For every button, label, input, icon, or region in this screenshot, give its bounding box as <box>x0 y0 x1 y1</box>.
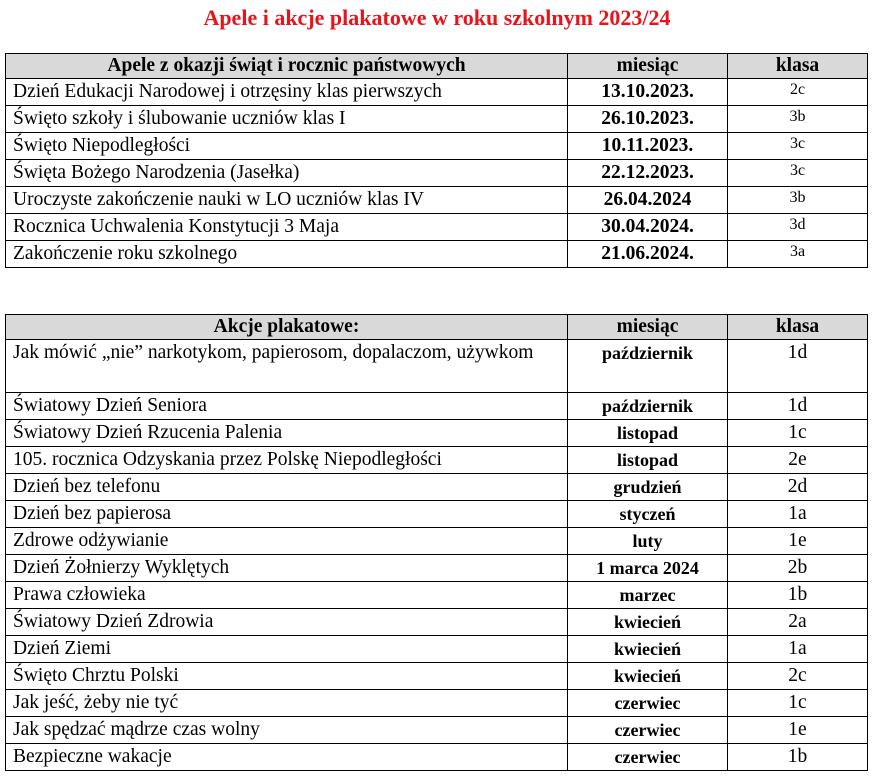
akcje-cell-name: Dzień Żołnierzy Wyklętych <box>6 555 568 582</box>
akcje-cell-name: Światowy Dzień Seniora <box>6 393 568 420</box>
akcje-cell-month: kwiecień <box>568 609 728 636</box>
table-row <box>6 79 868 106</box>
akcje-cell-klasa: 1e <box>728 528 868 555</box>
akcje-cell-klasa: 2e <box>728 447 868 474</box>
table-row <box>6 106 868 133</box>
akcje-cell-klasa: 2b <box>728 555 868 582</box>
table-row <box>6 717 868 744</box>
apele-cell-name: Święta Bożego Narodzenia (Jasełka) <box>6 160 568 187</box>
akcje-cell-klasa: 1a <box>728 501 868 528</box>
table-row <box>6 241 868 268</box>
table-row <box>6 214 868 241</box>
akcje-cell-klasa: 1d <box>728 393 868 420</box>
apele-cell-name: Uroczyste zakończenie nauki w LO uczniów klas IV <box>6 187 568 214</box>
table-row <box>6 582 868 609</box>
akcje-cell-name: Dzień Ziemi <box>6 636 568 663</box>
akcje-cell-month: listopad <box>568 420 728 447</box>
apele-header-row <box>6 54 868 79</box>
apele-cell-klasa: 3b <box>728 106 868 133</box>
apele-cell-klasa: 3a <box>728 241 868 268</box>
apele-cell-month: 26.04.2024 <box>568 187 728 214</box>
table-row <box>6 447 868 474</box>
akcje-cell-name: Światowy Dzień Zdrowia <box>6 609 568 636</box>
apele-cell-month: 10.11.2023. <box>568 133 728 160</box>
akcje-cell-klasa: 1d <box>728 340 868 393</box>
akcje-cell-klasa: 1c <box>728 690 868 717</box>
akcje-cell-klasa: 1c <box>728 420 868 447</box>
document-title: Apele i akcje plakatowe w roku szkolnym 2023/24 <box>203 5 671 30</box>
akcje-cell-klasa: 1a <box>728 636 868 663</box>
akcje-cell-klasa: 2a <box>728 609 868 636</box>
table-row <box>6 528 868 555</box>
apele-cell-month: 30.04.2024. <box>568 214 728 241</box>
akcje-cell-name: Jak mówić „nie” narkotykom, papierosom, dopalaczom, używkom <box>6 340 568 393</box>
akcje-cell-month: listopad <box>568 447 728 474</box>
apele-header-klasa: klasa <box>728 54 868 79</box>
akcje-cell-name: Zdrowe odżywianie <box>6 528 568 555</box>
akcje-cell-name: Jak spędzać mądrze czas wolny <box>6 717 568 744</box>
akcje-cell-klasa: 2d <box>728 474 868 501</box>
akcje-cell-month: luty <box>568 528 728 555</box>
akcje-cell-name: Jak jeść, żeby nie tyć <box>6 690 568 717</box>
akcje-cell-klasa: 1b <box>728 582 868 609</box>
apele-cell-klasa: 2c <box>728 79 868 106</box>
akcje-cell-month: marzec <box>568 582 728 609</box>
akcje-header-name: Akcje plakatowe: <box>6 315 568 340</box>
akcje-cell-klasa: 1e <box>728 717 868 744</box>
apele-cell-klasa: 3d <box>728 214 868 241</box>
akcje-cell-month: styczeń <box>568 501 728 528</box>
table-row <box>6 160 868 187</box>
apele-cell-name: Dzień Edukacji Narodowej i otrzęsiny klas pierwszych <box>6 79 568 106</box>
akcje-header-row <box>6 315 868 340</box>
akcje-header-month: miesiąc <box>568 315 728 340</box>
apele-header-name: Apele z okazji świąt i rocznic państwowych <box>6 54 568 79</box>
apele-cell-month: 21.06.2024. <box>568 241 728 268</box>
apele-cell-name: Zakończenie roku szkolnego <box>6 241 568 268</box>
apele-cell-month: 22.12.2023. <box>568 160 728 187</box>
apele-cell-name: Święto Niepodległości <box>6 133 568 160</box>
akcje-cell-name: Dzień bez papierosa <box>6 501 568 528</box>
akcje-cell-month: czerwiec <box>568 717 728 744</box>
apele-cell-month: 26.10.2023. <box>568 106 728 133</box>
apele-header-month: miesiąc <box>568 54 728 79</box>
table-row <box>6 555 868 582</box>
akcje-cell-month: czerwiec <box>568 690 728 717</box>
apele-table <box>5 53 868 268</box>
table-row <box>6 663 868 690</box>
table-row <box>6 636 868 663</box>
akcje-cell-name: Światowy Dzień Rzucenia Palenia <box>6 420 568 447</box>
akcje-cell-month: 1 marca 2024 <box>568 555 728 582</box>
akcje-cell-month: październik <box>568 340 728 393</box>
akcje-cell-klasa: 1b <box>728 744 868 771</box>
akcje-cell-name: Prawa człowieka <box>6 582 568 609</box>
apele-cell-name: Święto szkoły i ślubowanie uczniów klas I <box>6 106 568 133</box>
akcje-cell-month: czerwiec <box>568 744 728 771</box>
apele-cell-klasa: 3c <box>728 160 868 187</box>
table-row <box>6 393 868 420</box>
table-row <box>6 744 868 771</box>
akcje-table <box>5 314 868 771</box>
table-row <box>6 133 868 160</box>
akcje-cell-month: kwiecień <box>568 663 728 690</box>
apele-cell-month: 13.10.2023. <box>568 79 728 106</box>
table-row <box>6 501 868 528</box>
table-row <box>6 420 868 447</box>
table-row <box>6 609 868 636</box>
akcje-cell-name: Bezpieczne wakacje <box>6 744 568 771</box>
apele-cell-name: Rocznica Uchwalenia Konstytucji 3 Maja <box>6 214 568 241</box>
akcje-header-klasa: klasa <box>728 315 868 340</box>
table-row <box>6 690 868 717</box>
akcje-cell-name: 105. rocznica Odzyskania przez Polskę Niepodległości <box>6 447 568 474</box>
akcje-cell-klasa: 2c <box>728 663 868 690</box>
akcje-table-body <box>6 340 868 771</box>
apele-cell-klasa: 3b <box>728 187 868 214</box>
akcje-cell-month: kwiecień <box>568 636 728 663</box>
akcje-cell-name: Dzień bez telefonu <box>6 474 568 501</box>
akcje-cell-month: październik <box>568 393 728 420</box>
table-row <box>6 340 868 393</box>
apele-cell-klasa: 3c <box>728 133 868 160</box>
akcje-cell-month: grudzień <box>568 474 728 501</box>
apele-table-body <box>6 79 868 268</box>
table-row <box>6 187 868 214</box>
akcje-cell-name: Święto Chrztu Polski <box>6 663 568 690</box>
table-row <box>6 474 868 501</box>
